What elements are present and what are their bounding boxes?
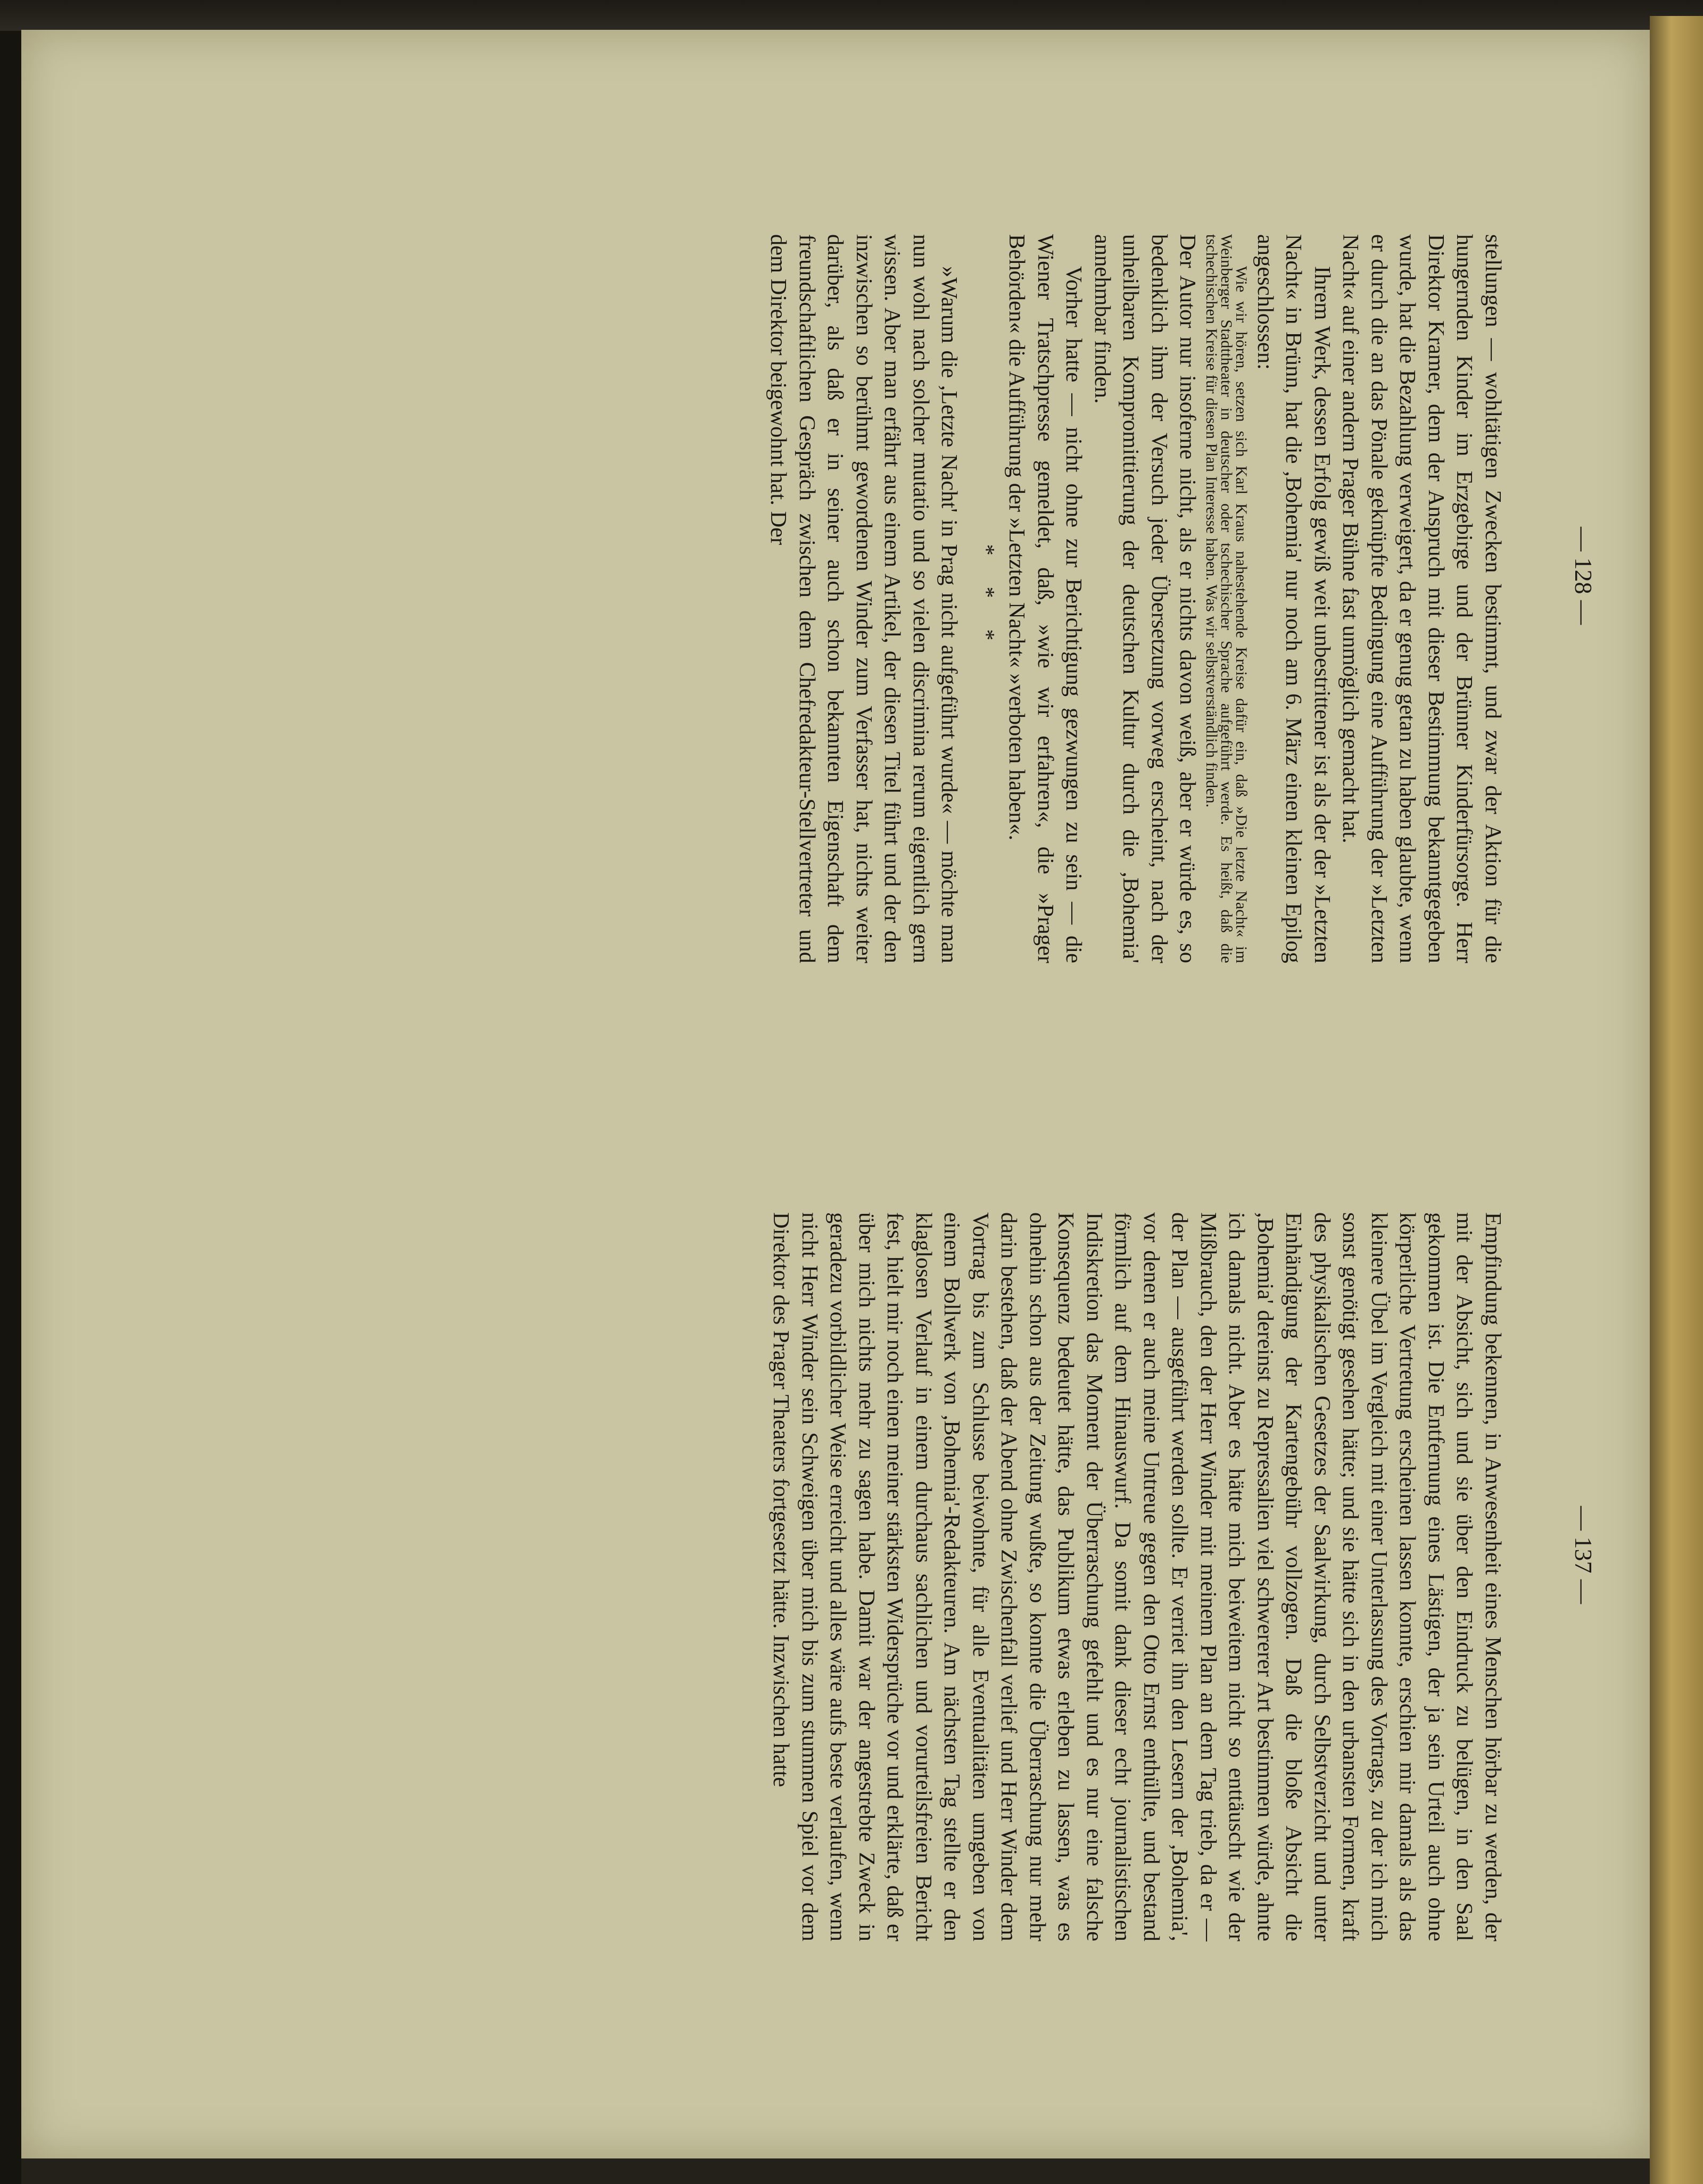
paragraph: Vorher hatte — nicht ohne zur Berichtigung gezwungen zu sein — die Wiener Tratschpresse gemeldet, daß, »wie wir erfahren«, die »Prager Behörden« die Aufführung der »Letzten Nacht« »verboten haben«.: [1004, 234, 1087, 963]
scanner-bottom-edge: [21, 2158, 1650, 2184]
paragraph: Empfindung bekennen, in Anwesenheit eines Menschen hörbar zu werden, der mit der Absicht, sich und sie über den Eindruck zu belügen, in den Saal gekommen ist. Die Entfernung eines Lästigen, der ja sein Urteil auch ohne körperliche Vertretung erscheinen lassen konnte, erschien mir damals als das kleinere Übel im Vergleich mit einer Unterlassung des Vortrags, zu der ich mich sonst genötigt gesehen hätte; und sie hätte sich in den urbansten Formen, kraft des physikalischen Gesetzes der Saalwirkung, durch Selbstverzicht und unter Einhändigung der Kartengebühr vollzogen. Daß die bloße Absicht die ,Bohemia' dereinst zu Repressalien viel schwererer Art bestimmen würde, ahnte ich damals nicht. Aber es hätte mich beiweitem nicht so enttäuscht wie der Mißbrauch, den der Herr Winder mit meinem Plan an dem Tag trieb, da er — der Plan — ausgeführt werden sollte. Er verriet ihn den Lesern der ,Bohemia', vor denen er auch meine Untreue gegen den Otto Ernst enthüllte, und bestand förmlich auf dem Hinauswurf. Da somit dank dieser echt journalistischen Indiskretion das Moment der Überraschung gefehlt und es nur eine falsche Konsequenz bedeutet hätte, das Publikum etwas erleben zu lassen, was es ohnehin schon aus der Zeitung wußte, so konnte die Überraschung nur mehr darin bestehen, daß der Abend ohne Zwischenfall verlief und Herr Winder dem Vortrag bis zum Schlusse beiwohnte, für alle Eventualitäten umgeben von einem Bollwerk von ,Bohemia'-Redakteuren. Am nächsten Tag stellte er den klaglosen Verlauf in einem durchaus sachlichen und vorurteilsfreien Bericht fest, hielt mir noch einen meiner stärksten Widersprüche vor und erklärte, daß er über mich nichts mehr zu sagen habe. Damit war der angestrebte Zweck in geradezu vorbildlicher Weise erreicht und alles wäre aufs beste verlaufen, wenn nicht Herr Winder sein Schweigen über mich bis zum stummen Spiel vor dem Direktor des Prager Theaters fortgesetzt hätte. Inzwischen hatte: [768, 1212, 1506, 1941]
paragraph: »Warum die ,Letzte Nacht' in Prag nicht aufgeführt wurde« — möchte man nun wohl nach solcher mutatio und so vielen discrimina rerum eigentlich gern wissen. Aber man erfährt aus einem Artikel, der diesen Titel führt und der den inzwischen so berühmt gewordenen Winder zum Verfasser hat, nichts weiter darüber, als daß er in seiner auch schon bekannten Eigenschaft dem freundschaftlichen Gespräch zwischen dem Chefredakteur-Stellvertreter und dem Direktor beigewohnt hat. Der: [766, 234, 962, 963]
facing-page-edge: [1650, 16, 1703, 2184]
left-page-text: [764, 234, 1507, 963]
right-page-text: [767, 1212, 1507, 1941]
paragraph: stellungen — wohltätigen Zwecken bestimmt, und zwar der Aktion für die hungernden Kinder im Erzgebirge und der Brünner Kinderfürsorge. Herr Direktor Kramer, dem der Anspruch mit dieser Bestimmung bekanntgegeben wurde, hat die Bezahlung verweigert, da er genug getan zu haben glaubte, wenn er durch die an das Pönale geknüpfte Bedingung eine Aufführung der »Letzten Nacht« auf einer andern Prager Bühne fast unmöglich gemacht hat.: [1338, 234, 1506, 963]
paragraph: Der Autor nur insoferne nicht, als er nichts davon weiß, aber er würde es, so bedenklich ihm der Versuch jeder Übersetzung vorweg erscheint, nach der unheilbaren Kompromittierung der deutschen Kultur durch die ,Bohemia' annehmbar finden.: [1090, 234, 1201, 963]
section-divider: * * *: [974, 544, 999, 653]
page-number-right: — 137 —: [1570, 1506, 1597, 1604]
page-number-left: — 128 —: [1570, 527, 1597, 625]
quoted-note: Wie wir hören, setzen sich Karl Kraus nahestehende Kreise dafür ein, daß »Die letzte Nacht« im Weinberger Stadttheater in deutscher oder tschechischer Sprache aufgeführt werde. Es heißt, daß die tschechischen Kreise für diesen Plan Interesse haben. Was wir selbstverständlich finden.: [1203, 234, 1251, 963]
scanner-bed-edge: [0, 0, 1703, 31]
paragraph: Ihrem Werk, dessen Erfolg gewiß weit unbestrittener ist als der der »Letzten Nacht« in Brünn, hat die ,Bohemia' nur noch am 6. März einen kleinen Epilog angeschlossen:: [1253, 234, 1335, 963]
